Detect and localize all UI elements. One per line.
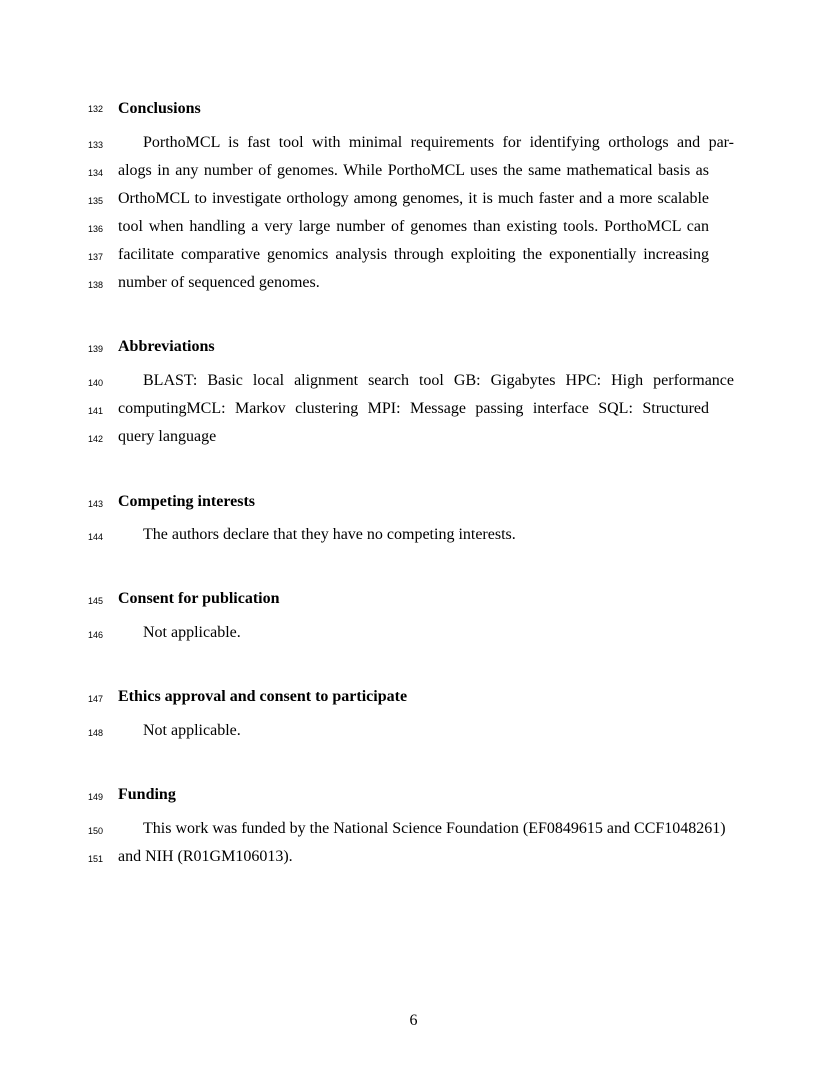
- line-number: 140: [88, 378, 104, 388]
- line-number: 151: [88, 854, 104, 864]
- line-number: 141: [88, 406, 104, 416]
- section-heading-ethics: Ethics approval and consent to participate: [118, 688, 408, 705]
- paragraph-line: tool when handling a very large number of genomes than existing tools. PorthoMCL can: [118, 218, 709, 235]
- line-number: 135: [88, 196, 104, 206]
- paragraph-line: facilitate comparative genomics analysis through exploiting the exponentially increasing: [118, 246, 709, 263]
- line-number: 145: [88, 596, 104, 606]
- paragraph-line: Not applicable.: [143, 722, 241, 739]
- line-number: 144: [88, 532, 104, 542]
- paragraph-line: query language: [118, 428, 217, 445]
- line-number: 134: [88, 168, 104, 178]
- paragraph-line: OrthoMCL to investigate orthology among genomes, it is much faster and a more scalable: [118, 190, 709, 207]
- section-heading-conclusions: Conclusions: [118, 100, 201, 117]
- paragraph-line: computingMCL: Markov clustering MPI: Message passing interface SQL: Structured: [118, 400, 709, 417]
- paragraph-line: number of sequenced genomes.: [118, 274, 320, 291]
- page-number: 6: [409, 1012, 418, 1029]
- paragraph-line: This work was funded by the National Science Foundation (EF0849615 and CCF1048261): [143, 820, 726, 837]
- section-heading-abbreviations: Abbreviations: [118, 338, 215, 355]
- line-number: 143: [88, 499, 104, 509]
- line-number: 139: [88, 344, 104, 354]
- section-heading-competing-interests: Competing interests: [118, 493, 256, 510]
- paragraph-line: Not applicable.: [143, 624, 241, 641]
- line-number: 133: [88, 140, 104, 150]
- section-heading-funding: Funding: [118, 786, 176, 803]
- paragraph-line: and NIH (R01GM106013).: [118, 848, 293, 865]
- paragraph-line: PorthoMCL is fast tool with minimal requirements for identifying orthologs and par-: [143, 134, 734, 151]
- line-number: 132: [88, 104, 104, 114]
- section-heading-consent: Consent for publication: [118, 590, 280, 607]
- line-number: 149: [88, 792, 104, 802]
- paragraph-line: The authors declare that they have no competing interests.: [143, 526, 516, 543]
- line-number: 136: [88, 224, 104, 234]
- line-number: 137: [88, 252, 104, 262]
- paragraph-line: alogs in any number of genomes. While PorthoMCL uses the same mathematical basis as: [118, 162, 709, 179]
- line-number: 138: [88, 280, 104, 290]
- line-number: 147: [88, 694, 104, 704]
- paragraph-line: BLAST: Basic local alignment search tool GB: Gigabytes HPC: High performance: [143, 372, 734, 389]
- line-number: 142: [88, 434, 104, 444]
- line-number: 148: [88, 728, 104, 738]
- line-number: 146: [88, 630, 104, 640]
- line-number: 150: [88, 826, 104, 836]
